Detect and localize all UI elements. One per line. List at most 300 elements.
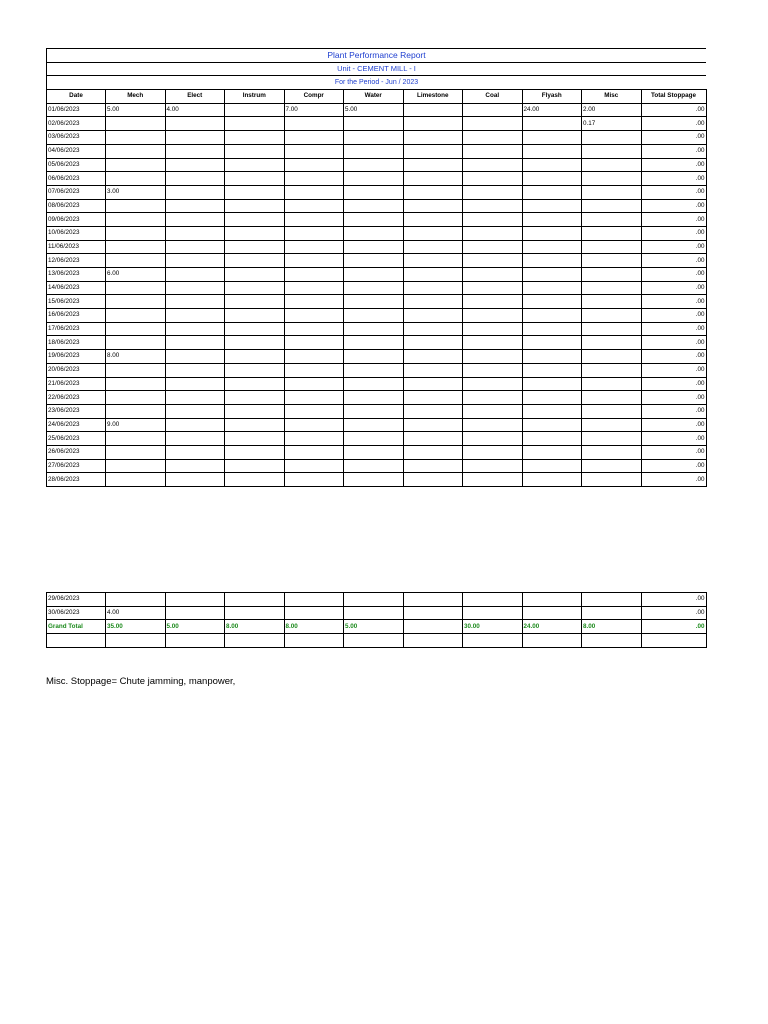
table-row <box>47 144 707 158</box>
value-cell <box>463 418 523 432</box>
value-cell <box>463 172 523 186</box>
value-cell <box>522 295 582 309</box>
header-row <box>47 90 707 104</box>
value-cell <box>106 281 166 295</box>
value-cell: .00 <box>641 418 706 432</box>
date-cell: 16/06/2023 <box>47 309 106 323</box>
value-cell <box>165 172 225 186</box>
value-cell <box>225 199 285 213</box>
value-cell <box>522 213 582 227</box>
value-cell <box>403 158 463 172</box>
table-row <box>47 473 707 487</box>
value-cell <box>106 432 166 446</box>
value-cell: .00 <box>641 158 706 172</box>
value-cell <box>344 309 404 323</box>
value-cell <box>582 131 642 145</box>
value-cell <box>165 309 225 323</box>
empty-cell <box>582 634 642 648</box>
value-cell <box>225 158 285 172</box>
value-cell <box>165 117 225 131</box>
table-row <box>47 432 707 446</box>
value-cell <box>463 185 523 199</box>
value-cell <box>522 363 582 377</box>
value-cell <box>225 117 285 131</box>
value-cell <box>165 185 225 199</box>
column-header: Instrum <box>225 90 285 104</box>
date-cell: 22/06/2023 <box>47 391 106 405</box>
date-cell: 04/06/2023 <box>47 144 106 158</box>
grand-total-label: Grand Total <box>47 620 106 634</box>
column-header: Misc <box>582 90 642 104</box>
value-cell <box>225 254 285 268</box>
value-cell <box>165 606 225 620</box>
value-cell <box>463 213 523 227</box>
value-cell <box>463 309 523 323</box>
value-cell <box>106 593 166 607</box>
value-cell <box>344 336 404 350</box>
table-row <box>47 363 707 377</box>
value-cell <box>344 199 404 213</box>
value-cell: .00 <box>641 226 706 240</box>
value-cell: 7.00 <box>284 103 344 117</box>
value-cell <box>582 473 642 487</box>
performance-table <box>46 48 707 487</box>
value-cell <box>284 131 344 145</box>
date-cell: 26/06/2023 <box>47 445 106 459</box>
date-cell: 20/06/2023 <box>47 363 106 377</box>
value-cell <box>522 593 582 607</box>
value-cell <box>522 377 582 391</box>
value-cell: 0.17 <box>582 117 642 131</box>
value-cell <box>582 418 642 432</box>
table-row <box>47 350 707 364</box>
value-cell <box>284 322 344 336</box>
table-row <box>47 404 707 418</box>
value-cell: .00 <box>641 363 706 377</box>
grand-total-cell: 5.00 <box>165 620 225 634</box>
value-cell <box>284 226 344 240</box>
value-cell <box>225 240 285 254</box>
value-cell <box>463 144 523 158</box>
date-cell: 11/06/2023 <box>47 240 106 254</box>
value-cell <box>463 473 523 487</box>
value-cell <box>403 254 463 268</box>
value-cell <box>463 268 523 282</box>
value-cell <box>403 391 463 405</box>
value-cell <box>403 418 463 432</box>
table-row <box>47 213 707 227</box>
value-cell <box>403 432 463 446</box>
value-cell <box>344 131 404 145</box>
value-cell <box>522 226 582 240</box>
value-cell <box>284 418 344 432</box>
value-cell <box>344 144 404 158</box>
value-cell <box>284 432 344 446</box>
value-cell <box>522 158 582 172</box>
value-cell <box>284 336 344 350</box>
value-cell <box>582 445 642 459</box>
value-cell <box>582 322 642 336</box>
value-cell <box>582 281 642 295</box>
value-cell <box>284 117 344 131</box>
value-cell <box>284 172 344 186</box>
column-header: Flyash <box>522 90 582 104</box>
value-cell <box>522 459 582 473</box>
value-cell <box>284 268 344 282</box>
value-cell <box>344 254 404 268</box>
value-cell: .00 <box>641 593 706 607</box>
empty-cell <box>463 634 523 648</box>
value-cell <box>463 336 523 350</box>
date-cell: 10/06/2023 <box>47 226 106 240</box>
value-cell <box>165 240 225 254</box>
value-cell <box>225 172 285 186</box>
value-cell <box>463 606 523 620</box>
value-cell <box>463 281 523 295</box>
value-cell: .00 <box>641 309 706 323</box>
value-cell <box>403 281 463 295</box>
value-cell <box>106 254 166 268</box>
value-cell <box>165 391 225 405</box>
value-cell: .00 <box>641 404 706 418</box>
value-cell: 9.00 <box>106 418 166 432</box>
table-row <box>47 199 707 213</box>
value-cell: 6.00 <box>106 268 166 282</box>
value-cell <box>344 606 404 620</box>
date-cell: 21/06/2023 <box>47 377 106 391</box>
value-cell: 2.00 <box>582 103 642 117</box>
date-cell: 25/06/2023 <box>47 432 106 446</box>
date-cell: 08/06/2023 <box>47 199 106 213</box>
column-header: Mech <box>106 90 166 104</box>
table-row <box>47 295 707 309</box>
value-cell <box>344 172 404 186</box>
value-cell <box>403 445 463 459</box>
value-cell: .00 <box>641 322 706 336</box>
value-cell <box>582 459 642 473</box>
date-cell: 12/06/2023 <box>47 254 106 268</box>
value-cell: .00 <box>641 473 706 487</box>
value-cell <box>165 418 225 432</box>
date-cell: 18/06/2023 <box>47 336 106 350</box>
value-cell <box>344 459 404 473</box>
date-cell: 28/06/2023 <box>47 473 106 487</box>
value-cell <box>344 281 404 295</box>
report-unit: Unit - CEMENT MILL - I <box>47 62 707 76</box>
value-cell <box>106 240 166 254</box>
value-cell <box>582 606 642 620</box>
column-header: Elect <box>165 90 225 104</box>
value-cell <box>522 432 582 446</box>
value-cell <box>165 593 225 607</box>
empty-cell <box>106 634 166 648</box>
value-cell: .00 <box>641 144 706 158</box>
value-cell <box>403 322 463 336</box>
empty-cell <box>641 634 706 648</box>
value-cell <box>284 281 344 295</box>
report-period: For the Period - Jun / 2023 <box>47 76 707 90</box>
empty-cell <box>165 634 225 648</box>
value-cell <box>284 199 344 213</box>
table-row <box>47 377 707 391</box>
value-cell <box>106 377 166 391</box>
value-cell <box>225 131 285 145</box>
value-cell <box>225 322 285 336</box>
date-cell: 19/06/2023 <box>47 350 106 364</box>
value-cell <box>522 391 582 405</box>
table-row <box>47 103 707 117</box>
value-cell <box>165 445 225 459</box>
value-cell <box>106 158 166 172</box>
grand-total-cell: 5.00 <box>344 620 404 634</box>
value-cell <box>165 295 225 309</box>
value-cell <box>522 172 582 186</box>
empty-cell <box>522 634 582 648</box>
grand-total-row <box>47 620 707 634</box>
value-cell <box>403 144 463 158</box>
value-cell <box>344 350 404 364</box>
value-cell <box>522 281 582 295</box>
value-cell <box>165 459 225 473</box>
value-cell <box>582 432 642 446</box>
date-cell: 03/06/2023 <box>47 131 106 145</box>
value-cell <box>106 322 166 336</box>
value-cell <box>463 459 523 473</box>
value-cell <box>403 377 463 391</box>
value-cell <box>165 336 225 350</box>
value-cell: .00 <box>641 213 706 227</box>
value-cell <box>106 117 166 131</box>
value-cell <box>403 199 463 213</box>
value-cell <box>582 185 642 199</box>
date-cell: 06/06/2023 <box>47 172 106 186</box>
value-cell <box>522 240 582 254</box>
value-cell <box>582 158 642 172</box>
value-cell <box>522 185 582 199</box>
value-cell <box>225 213 285 227</box>
table-row <box>47 445 707 459</box>
value-cell <box>582 593 642 607</box>
value-cell: .00 <box>641 185 706 199</box>
date-cell: 29/06/2023 <box>47 593 106 607</box>
table-row <box>47 117 707 131</box>
value-cell <box>522 404 582 418</box>
value-cell <box>165 281 225 295</box>
value-cell: .00 <box>641 432 706 446</box>
date-cell: 17/06/2023 <box>47 322 106 336</box>
value-cell <box>225 473 285 487</box>
value-cell <box>582 254 642 268</box>
value-cell <box>106 391 166 405</box>
value-cell <box>284 158 344 172</box>
value-cell <box>284 185 344 199</box>
date-cell: 27/06/2023 <box>47 459 106 473</box>
value-cell <box>344 473 404 487</box>
value-cell <box>344 322 404 336</box>
empty-cell <box>403 634 463 648</box>
value-cell <box>344 268 404 282</box>
value-cell <box>225 459 285 473</box>
value-cell <box>463 445 523 459</box>
value-cell <box>522 144 582 158</box>
value-cell <box>106 295 166 309</box>
value-cell <box>463 363 523 377</box>
value-cell <box>225 418 285 432</box>
value-cell: .00 <box>641 131 706 145</box>
value-cell <box>106 473 166 487</box>
value-cell <box>344 593 404 607</box>
value-cell <box>522 418 582 432</box>
value-cell <box>165 350 225 364</box>
value-cell <box>582 144 642 158</box>
value-cell: 5.00 <box>344 103 404 117</box>
value-cell <box>522 606 582 620</box>
column-header: Limestone <box>403 90 463 104</box>
column-header: Date <box>47 90 106 104</box>
value-cell <box>522 131 582 145</box>
value-cell: .00 <box>641 295 706 309</box>
table-row <box>47 131 707 145</box>
value-cell: .00 <box>641 103 706 117</box>
value-cell <box>582 391 642 405</box>
value-cell <box>165 213 225 227</box>
value-cell <box>463 103 523 117</box>
empty-cell <box>344 634 404 648</box>
table-row <box>47 172 707 186</box>
value-cell <box>463 322 523 336</box>
value-cell <box>522 117 582 131</box>
value-cell <box>403 213 463 227</box>
value-cell: .00 <box>641 240 706 254</box>
value-cell <box>225 226 285 240</box>
value-cell <box>165 473 225 487</box>
date-cell: 15/06/2023 <box>47 295 106 309</box>
table-row <box>47 309 707 323</box>
value-cell: .00 <box>641 172 706 186</box>
value-cell <box>106 213 166 227</box>
value-cell <box>403 363 463 377</box>
value-cell <box>463 226 523 240</box>
grand-total-cell: 8.00 <box>284 620 344 634</box>
value-cell: .00 <box>641 199 706 213</box>
table-row <box>47 459 707 473</box>
value-cell <box>165 363 225 377</box>
value-cell <box>106 363 166 377</box>
value-cell: .00 <box>641 281 706 295</box>
date-cell: 01/06/2023 <box>47 103 106 117</box>
value-cell <box>344 404 404 418</box>
value-cell <box>106 144 166 158</box>
value-cell <box>344 213 404 227</box>
date-cell: 24/06/2023 <box>47 418 106 432</box>
value-cell <box>463 254 523 268</box>
value-cell <box>165 432 225 446</box>
value-cell: 4.00 <box>106 606 166 620</box>
table-row <box>47 336 707 350</box>
value-cell <box>225 350 285 364</box>
value-cell: .00 <box>641 268 706 282</box>
table-row <box>47 240 707 254</box>
grand-total-cell: 8.00 <box>225 620 285 634</box>
column-header: Compr <box>284 90 344 104</box>
value-cell <box>403 103 463 117</box>
value-cell <box>582 377 642 391</box>
value-cell <box>403 350 463 364</box>
misc-stoppage-note: Misc. Stoppage= Chute jamming, manpower, <box>46 676 236 687</box>
value-cell <box>582 295 642 309</box>
value-cell <box>284 473 344 487</box>
value-cell <box>582 240 642 254</box>
value-cell: .00 <box>641 350 706 364</box>
value-cell <box>344 363 404 377</box>
value-cell <box>106 459 166 473</box>
date-cell: 07/06/2023 <box>47 185 106 199</box>
value-cell <box>403 226 463 240</box>
value-cell <box>284 350 344 364</box>
table-row <box>47 226 707 240</box>
value-cell <box>106 445 166 459</box>
table-row <box>47 254 707 268</box>
value-cell <box>403 172 463 186</box>
value-cell <box>582 268 642 282</box>
value-cell <box>463 158 523 172</box>
value-cell <box>403 268 463 282</box>
empty-row <box>47 634 707 648</box>
value-cell <box>165 404 225 418</box>
value-cell <box>284 404 344 418</box>
table-row <box>47 391 707 405</box>
value-cell <box>225 185 285 199</box>
value-cell <box>344 418 404 432</box>
value-cell <box>463 593 523 607</box>
value-cell <box>403 459 463 473</box>
empty-cell <box>225 634 285 648</box>
value-cell <box>284 593 344 607</box>
value-cell <box>403 117 463 131</box>
date-cell: 13/06/2023 <box>47 268 106 282</box>
value-cell <box>344 117 404 131</box>
value-cell <box>225 606 285 620</box>
value-cell <box>522 199 582 213</box>
value-cell <box>284 254 344 268</box>
value-cell <box>582 213 642 227</box>
value-cell <box>284 459 344 473</box>
value-cell <box>106 199 166 213</box>
value-cell <box>284 213 344 227</box>
value-cell <box>225 309 285 323</box>
value-cell <box>582 226 642 240</box>
date-cell: 09/06/2023 <box>47 213 106 227</box>
value-cell <box>225 432 285 446</box>
value-cell <box>403 336 463 350</box>
value-cell <box>284 363 344 377</box>
table-row <box>47 593 707 607</box>
value-cell <box>225 391 285 405</box>
grand-total-cell <box>403 620 463 634</box>
value-cell: 24.00 <box>522 103 582 117</box>
value-cell <box>522 350 582 364</box>
value-cell: .00 <box>641 459 706 473</box>
value-cell <box>165 254 225 268</box>
value-cell <box>582 350 642 364</box>
value-cell <box>582 199 642 213</box>
value-cell <box>463 391 523 405</box>
value-cell <box>106 336 166 350</box>
value-cell <box>225 295 285 309</box>
value-cell <box>225 336 285 350</box>
value-cell <box>284 391 344 405</box>
column-header: Water <box>344 90 404 104</box>
